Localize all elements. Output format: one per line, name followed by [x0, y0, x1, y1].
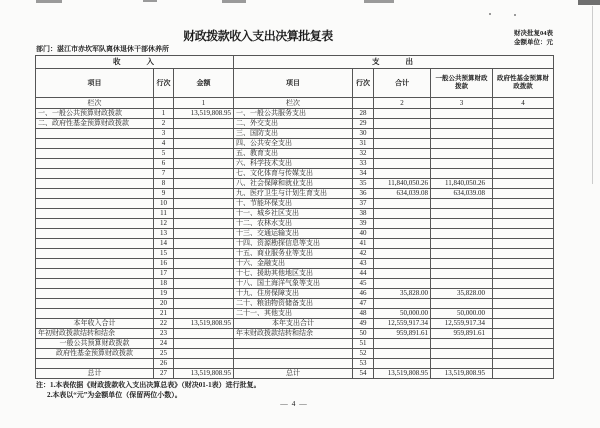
- department-line: 部门：湛江市赤坎军队离休退休干部休养所: [36, 44, 169, 56]
- income-item-cell: [36, 129, 154, 139]
- income-line-cell: 21: [154, 309, 174, 319]
- expense-total-cell: [374, 169, 431, 179]
- income-line-cell: 7: [154, 169, 174, 179]
- expense-total-cell: [374, 199, 431, 209]
- expense-item-cell: 十三、交通运输支出: [234, 229, 353, 239]
- income-item-cell: [36, 169, 154, 179]
- income-amount-cell: [174, 309, 234, 319]
- income-amount-cell: [174, 289, 234, 299]
- expense-general-header: 一般公共预算财政拨款: [431, 69, 493, 98]
- income-amount-cell: [174, 259, 234, 269]
- income-amount-cell: 13,519,808.95: [174, 369, 234, 379]
- expense-total-cell: [374, 349, 431, 359]
- income-item-cell: [36, 359, 154, 369]
- income-line-cell: 26: [154, 359, 174, 369]
- expense-item-cell: 二十一、其他支出: [234, 309, 353, 319]
- income-line-cell: 12: [154, 219, 174, 229]
- expense-item-cell: 年末财政拨款结转和结余: [234, 329, 353, 339]
- income-item-cell: [36, 299, 154, 309]
- expense-line-cell: 41: [353, 239, 374, 249]
- expense-line-cell: 49: [353, 319, 374, 329]
- fiscal-appropriation-table: [35, 55, 554, 379]
- expense-total-cell: 50,000.00: [374, 309, 431, 319]
- income-line-cell: 8: [154, 179, 174, 189]
- income-item-cell: 一般公共预算财政拨款: [36, 339, 154, 349]
- expense-general-cell: [431, 199, 493, 209]
- expense-general-cell: [431, 259, 493, 269]
- income-line-cell: 10: [154, 199, 174, 209]
- income-line-cell: 14: [154, 239, 174, 249]
- expense-total-cell: 959,891.61: [374, 329, 431, 339]
- expense-item-cell: 总计: [234, 369, 353, 379]
- expense-general-cell: [431, 129, 493, 139]
- table-row: [36, 179, 554, 189]
- expense-fund-cell: [493, 359, 554, 369]
- expense-fund-cell: [493, 169, 554, 179]
- income-amount-cell: [174, 219, 234, 229]
- expense-general-cell: [431, 139, 493, 149]
- expense-total-cell: 11,840,050.26: [374, 179, 431, 189]
- expense-fund-cell: [493, 129, 554, 139]
- table-row: [36, 169, 554, 179]
- income-col-no: 1: [174, 98, 234, 109]
- table-row: [36, 309, 554, 319]
- blank-cell: [154, 98, 174, 109]
- income-item-cell: [36, 249, 154, 259]
- expense-fund-cell: [493, 299, 554, 309]
- expense-line-cell: 35: [353, 179, 374, 189]
- expense-fund-cell: [493, 309, 554, 319]
- table-row: [36, 189, 554, 199]
- expense-fund-cell: [493, 369, 554, 379]
- expense-item-cell: 十七、援助其他地区支出: [234, 269, 353, 279]
- scan-artifact: [364, 0, 394, 3]
- expense-total-cell: 634,039.08: [374, 189, 431, 199]
- expense-fund-cell: [493, 189, 554, 199]
- income-amount-cell: [174, 119, 234, 129]
- expense-lan-label: 栏次: [234, 98, 353, 109]
- expense-fund-cell: [493, 239, 554, 249]
- expense-line-cell: 37: [353, 199, 374, 209]
- income-amount-cell: [174, 349, 234, 359]
- expense-total-cell: [374, 299, 431, 309]
- expense-total-cell: 35,828.00: [374, 289, 431, 299]
- expense-total-cell: [374, 339, 431, 349]
- table-row: [36, 319, 554, 329]
- expense-total-cell: [374, 279, 431, 289]
- table-row: [36, 339, 554, 349]
- page-number: — 4 —: [280, 399, 308, 408]
- expense-general-cell: [431, 159, 493, 169]
- scan-artifact: [143, 0, 157, 2]
- expense-line-cell: 40: [353, 229, 374, 239]
- expense-line-cell: 44: [353, 269, 374, 279]
- income-amount-header: 金额: [174, 69, 234, 98]
- scan-artifact: [36, 0, 62, 3]
- expense-item-cell: 十八、国土海洋气象等支出: [234, 279, 353, 289]
- table-row: [36, 219, 554, 229]
- expense-fund-cell: [493, 199, 554, 209]
- income-line-cell: 16: [154, 259, 174, 269]
- income-line-cell: 18: [154, 279, 174, 289]
- income-item-cell: [36, 229, 154, 239]
- income-item-cell: 二、政府性基金预算财政拨款: [36, 119, 154, 129]
- income-item-cell: [36, 189, 154, 199]
- expense-general-cell: 634,039.08: [431, 189, 493, 199]
- expense-fund-cell: [493, 269, 554, 279]
- table-row: [36, 349, 554, 359]
- income-amount-cell: [174, 329, 234, 339]
- expense-item-cell: 十一、城乡社区支出: [234, 209, 353, 219]
- expense-line-header: 行次: [353, 69, 374, 98]
- income-line-cell: 11: [154, 209, 174, 219]
- table-row: [36, 139, 554, 149]
- expense-fund-cell: [493, 179, 554, 189]
- expense-total-cell: [374, 359, 431, 369]
- expense-general-cell: [431, 239, 493, 249]
- table-row: [36, 369, 554, 379]
- expense-general-cell: [431, 149, 493, 159]
- income-line-cell: 20: [154, 299, 174, 309]
- expense-general-cell: 13,519,808.95: [431, 369, 493, 379]
- expense-item-cell: 十、节能环保支出: [234, 199, 353, 209]
- income-line-cell: 13: [154, 229, 174, 239]
- expense-item-header: 项目: [234, 69, 353, 98]
- expense-col-no-total: 2: [374, 98, 431, 109]
- expense-item-cell: 十五、商业服务业等支出: [234, 249, 353, 259]
- income-line-cell: 17: [154, 269, 174, 279]
- income-item-cell: [36, 269, 154, 279]
- income-line-cell: 4: [154, 139, 174, 149]
- expense-general-cell: [431, 209, 493, 219]
- expense-col-no-fund: 4: [493, 98, 554, 109]
- income-amount-cell: [174, 189, 234, 199]
- income-item-cell: 政府性基金预算财政拨款: [36, 349, 154, 359]
- income-amount-cell: 13,519,808.95: [174, 319, 234, 329]
- income-line-cell: 2: [154, 119, 174, 129]
- table-row: [36, 249, 554, 259]
- income-line-cell: 24: [154, 339, 174, 349]
- income-amount-cell: [174, 239, 234, 249]
- income-item-cell: 年初财政拨款结转和结余: [36, 329, 154, 339]
- expense-general-cell: [431, 269, 493, 279]
- page-title: 财政拨款收入支出决算批复表: [183, 29, 333, 43]
- table-row: [36, 209, 554, 219]
- expense-general-cell: [431, 119, 493, 129]
- expense-section-header: 支出: [234, 56, 554, 69]
- expense-item-cell: 三、国防支出: [234, 129, 353, 139]
- expense-fund-cell: [493, 159, 554, 169]
- table-row: [36, 359, 554, 369]
- expense-fund-cell: [493, 249, 554, 259]
- expense-item-cell: 二十、粮油物资储备支出: [234, 299, 353, 309]
- expense-line-cell: 50: [353, 329, 374, 339]
- blank-cell: [353, 98, 374, 109]
- expense-total-cell: [374, 139, 431, 149]
- expense-line-cell: 30: [353, 129, 374, 139]
- expense-fund-cell: [493, 139, 554, 149]
- income-amount-cell: [174, 279, 234, 289]
- expense-fund-cell: [493, 319, 554, 329]
- expense-item-cell: 十九、住房保障支出: [234, 289, 353, 299]
- income-amount-cell: [174, 209, 234, 219]
- expense-line-cell: 34: [353, 169, 374, 179]
- table-row: [36, 269, 554, 279]
- income-amount-cell: [174, 249, 234, 259]
- expense-general-cell: 35,828.00: [431, 289, 493, 299]
- expense-fund-cell: [493, 279, 554, 289]
- income-amount-cell: [174, 139, 234, 149]
- income-line-cell: 19: [154, 289, 174, 299]
- expense-general-cell: [431, 109, 493, 119]
- table-row: [36, 129, 554, 139]
- expense-line-cell: 46: [353, 289, 374, 299]
- footnote-2: 2.本表以“元”为金额单位（保留两位小数）。: [47, 390, 182, 399]
- income-amount-cell: [174, 229, 234, 239]
- expense-col-no-general: 3: [431, 98, 493, 109]
- expense-item-cell: 七、文化体育与传媒支出: [234, 169, 353, 179]
- expense-total-cell: [374, 249, 431, 259]
- income-item-cell: [36, 179, 154, 189]
- expense-total-cell: [374, 209, 431, 219]
- expense-fund-cell: [493, 149, 554, 159]
- expense-general-cell: 50,000.00: [431, 309, 493, 319]
- income-amount-cell: [174, 269, 234, 279]
- expense-fund-cell: [493, 109, 554, 119]
- table-row: [36, 329, 554, 339]
- income-section-header: 收入: [36, 56, 234, 69]
- expense-line-cell: 48: [353, 309, 374, 319]
- expense-total-cell: [374, 109, 431, 119]
- income-line-cell: 1: [154, 109, 174, 119]
- income-item-cell: 一、一般公共预算财政拨款: [36, 109, 154, 119]
- column-number-row: [36, 98, 554, 109]
- form-code: 财决批复04表: [514, 30, 553, 37]
- section-header-row: [36, 56, 554, 69]
- income-line-cell: 27: [154, 369, 174, 379]
- income-item-cell: [36, 279, 154, 289]
- table-row: [36, 229, 554, 239]
- footnotes: [36, 381, 261, 400]
- expense-general-cell: [431, 229, 493, 239]
- table-row: [36, 199, 554, 209]
- column-header-row: [36, 69, 554, 98]
- expense-line-cell: 33: [353, 159, 374, 169]
- expense-line-cell: 42: [353, 249, 374, 259]
- page-edge-shadow: [592, 6, 593, 184]
- expense-total-cell: [374, 129, 431, 139]
- income-amount-cell: [174, 339, 234, 349]
- income-line-cell: 23: [154, 329, 174, 339]
- table-row: [36, 149, 554, 159]
- scan-artifact: [489, 13, 491, 15]
- expense-line-cell: 36: [353, 189, 374, 199]
- expense-fund-cell: [493, 329, 554, 339]
- income-item-cell: [36, 219, 154, 229]
- expense-total-cell: [374, 259, 431, 269]
- expense-fund-cell: [493, 289, 554, 299]
- table-row: [36, 289, 554, 299]
- expense-general-cell: [431, 279, 493, 289]
- expense-item-cell: 八、社会保障和就业支出: [234, 179, 353, 189]
- income-lan-label: 栏次: [36, 98, 154, 109]
- expense-item-cell: 十六、金融支出: [234, 259, 353, 269]
- scan-artifact: [222, 0, 246, 3]
- expense-item-cell: 一、一般公共服务支出: [234, 109, 353, 119]
- expense-line-cell: 53: [353, 359, 374, 369]
- income-line-cell: 15: [154, 249, 174, 259]
- income-item-cell: [36, 149, 154, 159]
- form-code-block: [514, 30, 553, 47]
- income-item-cell: [36, 199, 154, 209]
- expense-fund-cell: [493, 349, 554, 359]
- expense-item-cell: [234, 359, 353, 369]
- expense-item-cell: 四、公共安全支出: [234, 139, 353, 149]
- expense-item-cell: 十二、农林水支出: [234, 219, 353, 229]
- expense-item-cell: 九、医疗卫生与计划生育支出: [234, 189, 353, 199]
- table-row: [36, 239, 554, 249]
- income-line-cell: 9: [154, 189, 174, 199]
- expense-total-cell: [374, 219, 431, 229]
- income-amount-cell: [174, 169, 234, 179]
- table-row: [36, 259, 554, 269]
- expense-item-cell: [234, 339, 353, 349]
- expense-line-cell: 47: [353, 299, 374, 309]
- income-line-cell: 22: [154, 319, 174, 329]
- unit-label: 金额单位：元: [514, 38, 553, 46]
- income-amount-cell: [174, 359, 234, 369]
- footnote-1: 注：1.本表依据《财政拨款收入支出决算总表》（财决01-1表）进行批复。: [36, 381, 261, 389]
- expense-total-cell: [374, 229, 431, 239]
- expense-item-cell: 本年支出合计: [234, 319, 353, 329]
- income-amount-cell: [174, 299, 234, 309]
- income-item-cell: [36, 159, 154, 169]
- expense-general-cell: [431, 359, 493, 369]
- expense-total-header: 合计: [374, 69, 431, 98]
- table-body: [36, 109, 554, 379]
- income-line-cell: 3: [154, 129, 174, 139]
- income-line-cell: 5: [154, 149, 174, 159]
- table-row: [36, 279, 554, 289]
- expense-general-cell: [431, 339, 493, 349]
- expense-fund-cell: [493, 219, 554, 229]
- income-item-cell: [36, 209, 154, 219]
- expense-total-cell: [374, 269, 431, 279]
- income-line-cell: 25: [154, 349, 174, 359]
- expense-fund-header: 政府性基金预算财政拨款: [493, 69, 554, 98]
- income-item-cell: [36, 259, 154, 269]
- expense-item-cell: 六、科学技术支出: [234, 159, 353, 169]
- income-amount-cell: [174, 179, 234, 189]
- scan-artifact: [578, 0, 600, 5]
- income-item-cell: 总计: [36, 369, 154, 379]
- expense-total-cell: [374, 149, 431, 159]
- expense-general-cell: 959,891.61: [431, 329, 493, 339]
- expense-total-cell: 13,519,808.95: [374, 369, 431, 379]
- expense-fund-cell: [493, 259, 554, 269]
- expense-fund-cell: [493, 209, 554, 219]
- expense-line-cell: 29: [353, 119, 374, 129]
- expense-line-cell: 31: [353, 139, 374, 149]
- expense-fund-cell: [493, 119, 554, 129]
- income-amount-cell: [174, 149, 234, 159]
- scan-artifact: [514, 14, 516, 16]
- table-row: [36, 159, 554, 169]
- expense-line-cell: 32: [353, 149, 374, 159]
- expense-line-cell: 43: [353, 259, 374, 269]
- income-amount-cell: 13,519,808.95: [174, 109, 234, 119]
- expense-line-cell: 45: [353, 279, 374, 289]
- expense-item-cell: [234, 349, 353, 359]
- expense-general-cell: 11,840,050.26: [431, 179, 493, 189]
- expense-total-cell: [374, 239, 431, 249]
- income-item-header: 项目: [36, 69, 154, 98]
- expense-item-cell: 五、教育支出: [234, 149, 353, 159]
- expense-total-cell: [374, 159, 431, 169]
- table-row: [36, 109, 554, 119]
- income-item-cell: [36, 289, 154, 299]
- income-amount-cell: [174, 159, 234, 169]
- expense-general-cell: [431, 299, 493, 309]
- expense-line-cell: 39: [353, 219, 374, 229]
- expense-line-cell: 54: [353, 369, 374, 379]
- income-amount-cell: [174, 199, 234, 209]
- income-amount-cell: [174, 129, 234, 139]
- expense-fund-cell: [493, 339, 554, 349]
- income-line-cell: 6: [154, 159, 174, 169]
- expense-general-cell: [431, 219, 493, 229]
- expense-item-cell: 二、外交支出: [234, 119, 353, 129]
- table-row: [36, 119, 554, 129]
- income-item-cell: 本年收入合计: [36, 319, 154, 329]
- expense-line-cell: 52: [353, 349, 374, 359]
- expense-general-cell: [431, 249, 493, 259]
- expense-fund-cell: [493, 229, 554, 239]
- income-item-cell: [36, 139, 154, 149]
- income-item-cell: [36, 239, 154, 249]
- expense-general-cell: [431, 169, 493, 179]
- income-line-header: 行次: [154, 69, 174, 98]
- income-item-cell: [36, 309, 154, 319]
- expense-item-cell: 十四、资源勘探信息等支出: [234, 239, 353, 249]
- expense-general-cell: [431, 349, 493, 359]
- expense-total-cell: 12,559,917.34: [374, 319, 431, 329]
- table-row: [36, 299, 554, 309]
- expense-line-cell: 51: [353, 339, 374, 349]
- expense-line-cell: 28: [353, 109, 374, 119]
- expense-general-cell: 12,559,917.34: [431, 319, 493, 329]
- expense-line-cell: 38: [353, 209, 374, 219]
- expense-total-cell: [374, 119, 431, 129]
